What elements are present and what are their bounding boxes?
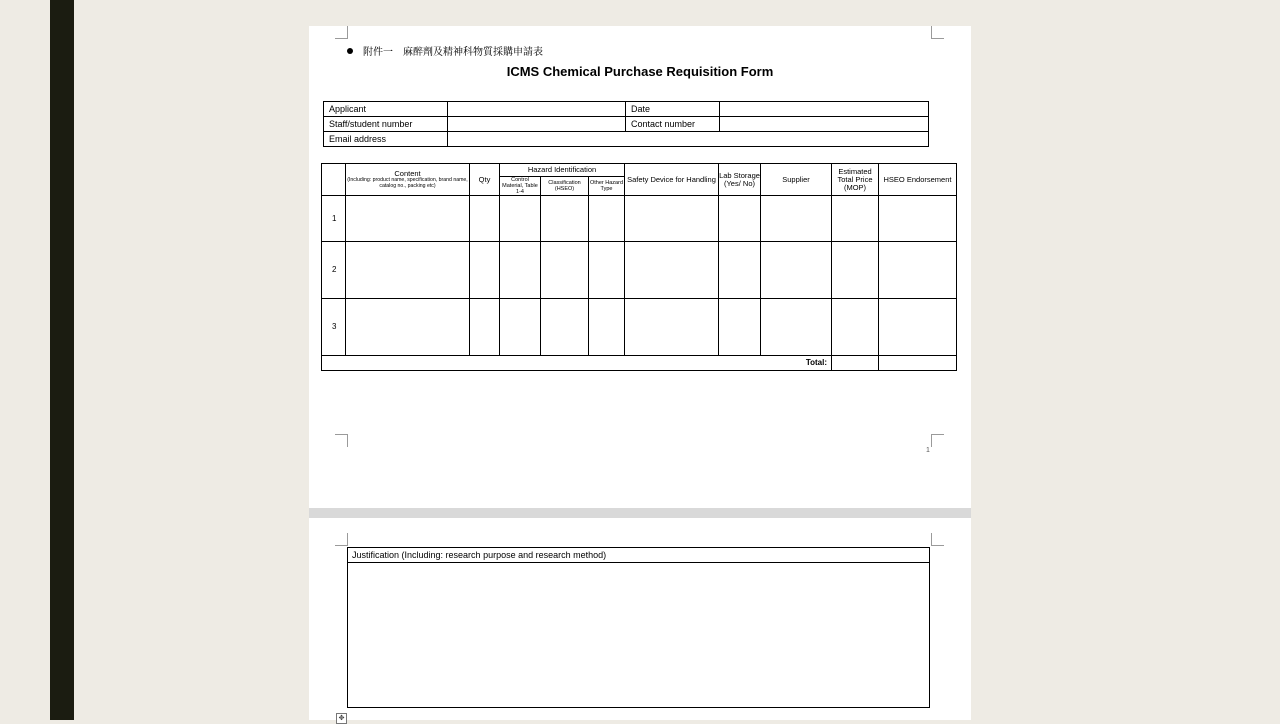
table-cell[interactable] (346, 299, 470, 356)
table-cell[interactable] (761, 196, 832, 242)
table-cell[interactable] (500, 242, 541, 299)
crop-mark (931, 434, 944, 447)
table-row (322, 299, 957, 356)
date-label: Date (626, 102, 720, 117)
page-separator (309, 508, 971, 518)
contact-number-label: Contact number (626, 117, 720, 132)
row-number: 1 (322, 196, 346, 242)
table-cell[interactable] (832, 299, 879, 356)
table-cell[interactable] (500, 299, 541, 356)
table-cell[interactable] (541, 299, 589, 356)
supplier-header: Supplier (761, 164, 832, 196)
crop-mark (335, 26, 348, 39)
table-cell[interactable] (879, 242, 957, 299)
email-field[interactable] (448, 132, 929, 147)
table-cell[interactable] (541, 242, 589, 299)
crop-mark (931, 533, 944, 546)
control-material-header: Control Material, Table 1-4 (500, 177, 541, 196)
table-cell[interactable] (719, 242, 761, 299)
table-cell[interactable] (625, 242, 719, 299)
annex-text: 附件一 麻醉劑及精神科物質採購申請表 (363, 47, 543, 58)
table-row (322, 196, 957, 242)
table-cell[interactable] (625, 196, 719, 242)
chemical-items-table (321, 163, 957, 371)
table-cell[interactable] (500, 196, 541, 242)
justification-label: Justification (Including: research purpose and research method) (348, 548, 930, 563)
date-field[interactable] (720, 102, 929, 117)
table-cell[interactable] (541, 196, 589, 242)
hazard-identification-header: Hazard Identification (500, 164, 625, 177)
total-endorsement-cell[interactable] (879, 356, 957, 371)
email-label: Email address (324, 132, 448, 147)
qty-header: Qty (470, 164, 500, 196)
crop-mark (931, 26, 944, 39)
table-cell[interactable] (832, 242, 879, 299)
applicant-label: Applicant (324, 102, 448, 117)
table-cell[interactable] (761, 242, 832, 299)
table-cell[interactable] (589, 299, 625, 356)
content-header (346, 164, 470, 196)
page-number: 1 (926, 447, 930, 454)
total-row (322, 356, 957, 371)
row-number: 3 (322, 299, 346, 356)
bullet-icon (347, 48, 353, 54)
crop-mark (335, 533, 348, 546)
content-header-title: Content (394, 169, 421, 178)
table-cell[interactable] (346, 196, 470, 242)
row-number: 2 (322, 242, 346, 299)
document-page-2 (309, 518, 971, 720)
safety-device-header: Safety Device for Handling (625, 164, 719, 196)
table-cell[interactable] (470, 299, 500, 356)
left-edge-bar (50, 0, 74, 720)
annex-bullet-line (347, 43, 543, 58)
table-cell[interactable] (470, 242, 500, 299)
estimated-price-header: Estimated Total Price (MOP) (832, 164, 879, 196)
table-cell[interactable] (625, 299, 719, 356)
form-title: ICMS Chemical Purchase Requisition Form (506, 64, 774, 79)
total-price-cell[interactable] (832, 356, 879, 371)
table-cell[interactable] (832, 196, 879, 242)
applicant-field[interactable] (448, 102, 626, 117)
table-move-handle-icon[interactable]: ✥ (336, 713, 347, 724)
table-cell[interactable] (589, 196, 625, 242)
table-row (322, 242, 957, 299)
crop-mark (335, 434, 348, 447)
staff-number-field[interactable] (448, 117, 626, 132)
table-cell[interactable] (879, 299, 957, 356)
justification-field[interactable] (348, 563, 930, 708)
total-label: Total: (322, 356, 832, 371)
table-cell[interactable] (589, 242, 625, 299)
content-header-note: (Including: product name, specification, brand name, catalog no., packing etc) (347, 177, 468, 189)
classification-header: Classification (HSEO) (541, 177, 589, 196)
hseo-endorsement-header: HSEO Endorsement (879, 164, 957, 196)
contact-number-field[interactable] (720, 117, 929, 132)
table-cell[interactable] (346, 242, 470, 299)
table-cell[interactable] (719, 299, 761, 356)
staff-number-label: Staff/student number (324, 117, 448, 132)
row-number-header (322, 164, 346, 196)
table-cell[interactable] (761, 299, 832, 356)
document-page-1 (309, 26, 971, 508)
other-hazard-header: Other Hazard Type (589, 177, 625, 196)
justification-table (347, 547, 930, 708)
applicant-info-table (323, 101, 929, 147)
table-cell[interactable] (470, 196, 500, 242)
lab-storage-header: Lab Storage (Yes/ No) (719, 164, 761, 196)
table-cell[interactable] (879, 196, 957, 242)
table-cell[interactable] (719, 196, 761, 242)
